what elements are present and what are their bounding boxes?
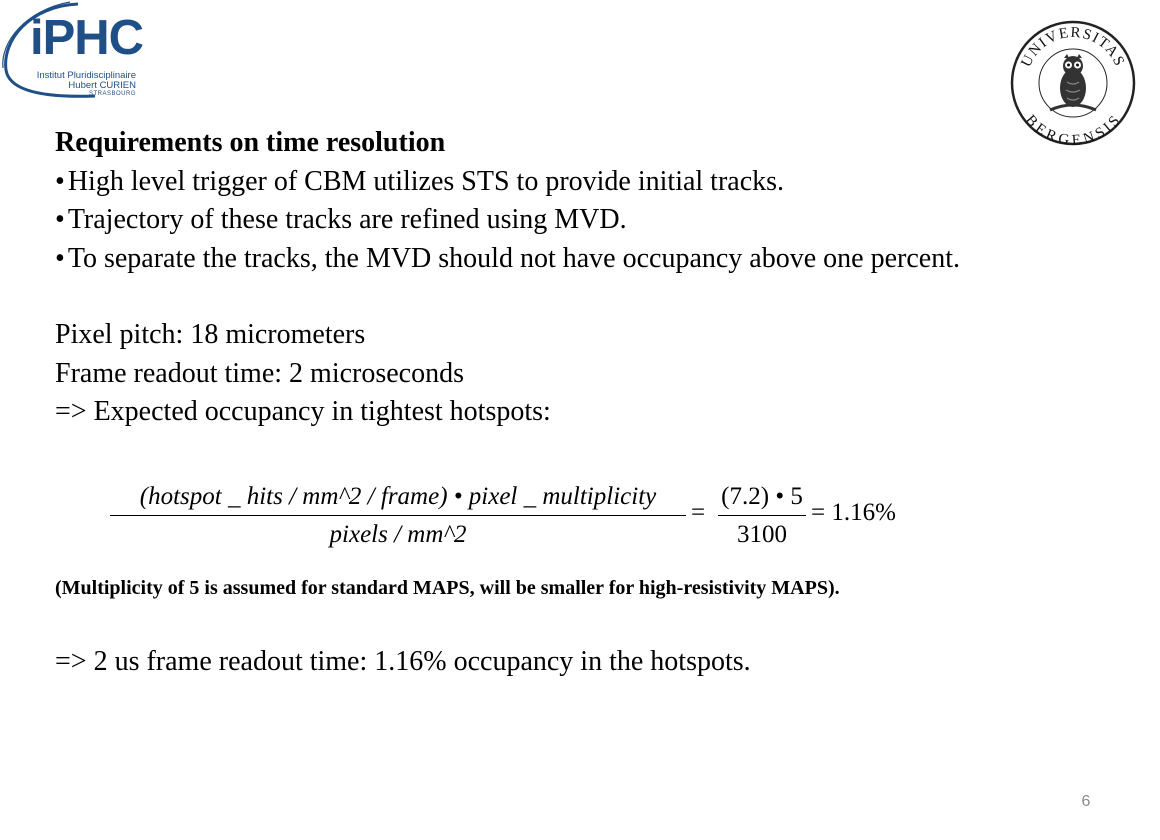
iphc-line-3: STRASBOURG	[88, 91, 136, 97]
page-number: 6	[1081, 793, 1091, 810]
bullet-item-1: • High level trigger of CBM utilizes STS to provide initial tracks.	[55, 163, 1115, 202]
iphc-logo	[0, 0, 150, 100]
multiplicity-note: (Multiplicity of 5 is assumed for standard MAPS, will be smaller for high-resistivity MAPS).	[55, 577, 840, 599]
iphc-line-1: Institut Pluridisciplinaire	[36, 70, 136, 81]
svg-text:UNIVERSITAS: UNIVERSITAS	[1018, 24, 1128, 70]
bullet-item-2: • Trajectory of these tracks are refined using MVD.	[55, 201, 1115, 240]
formula-equals-1: =	[691, 499, 706, 526]
formula-fraction-1	[110, 484, 686, 547]
expected-occupancy-line: => Expected occupancy in tightest hotspots:	[55, 396, 551, 427]
conclusion-line: => 2 us frame readout time: 1.16% occupancy in the hotspots.	[55, 646, 751, 677]
formula-fraction-2	[718, 484, 806, 547]
formula-denominator-2: 3100	[737, 521, 787, 548]
occupancy-formula	[110, 478, 930, 552]
formula-result: = 1.16%	[811, 499, 896, 526]
iphc-wordmark: iPHC	[30, 11, 144, 65]
iphc-line-2: Hubert CURIEN	[68, 80, 136, 91]
svg-text:BERGENSIS: BERGENSIS	[1021, 112, 1125, 146]
frame-readout-line: Frame readout time: 2 microseconds	[55, 357, 464, 389]
slide-heading: Requirements on time resolution	[55, 127, 446, 158]
pixel-pitch-line: Pixel pitch: 18 micrometers	[55, 319, 366, 350]
bullet-item-3: • To separate the tracks, the MVD should not have occupancy above one percent.	[55, 240, 1115, 279]
slide-body	[55, 124, 1115, 432]
formula-denominator-1: pixels / mm^2	[329, 521, 467, 548]
formula-numerator-2: (7.2) • 5	[718, 484, 806, 516]
formula-numerator-1: (hotspot _ hits / mm^2 / frame) • pixel _ multiplicity	[110, 484, 686, 516]
